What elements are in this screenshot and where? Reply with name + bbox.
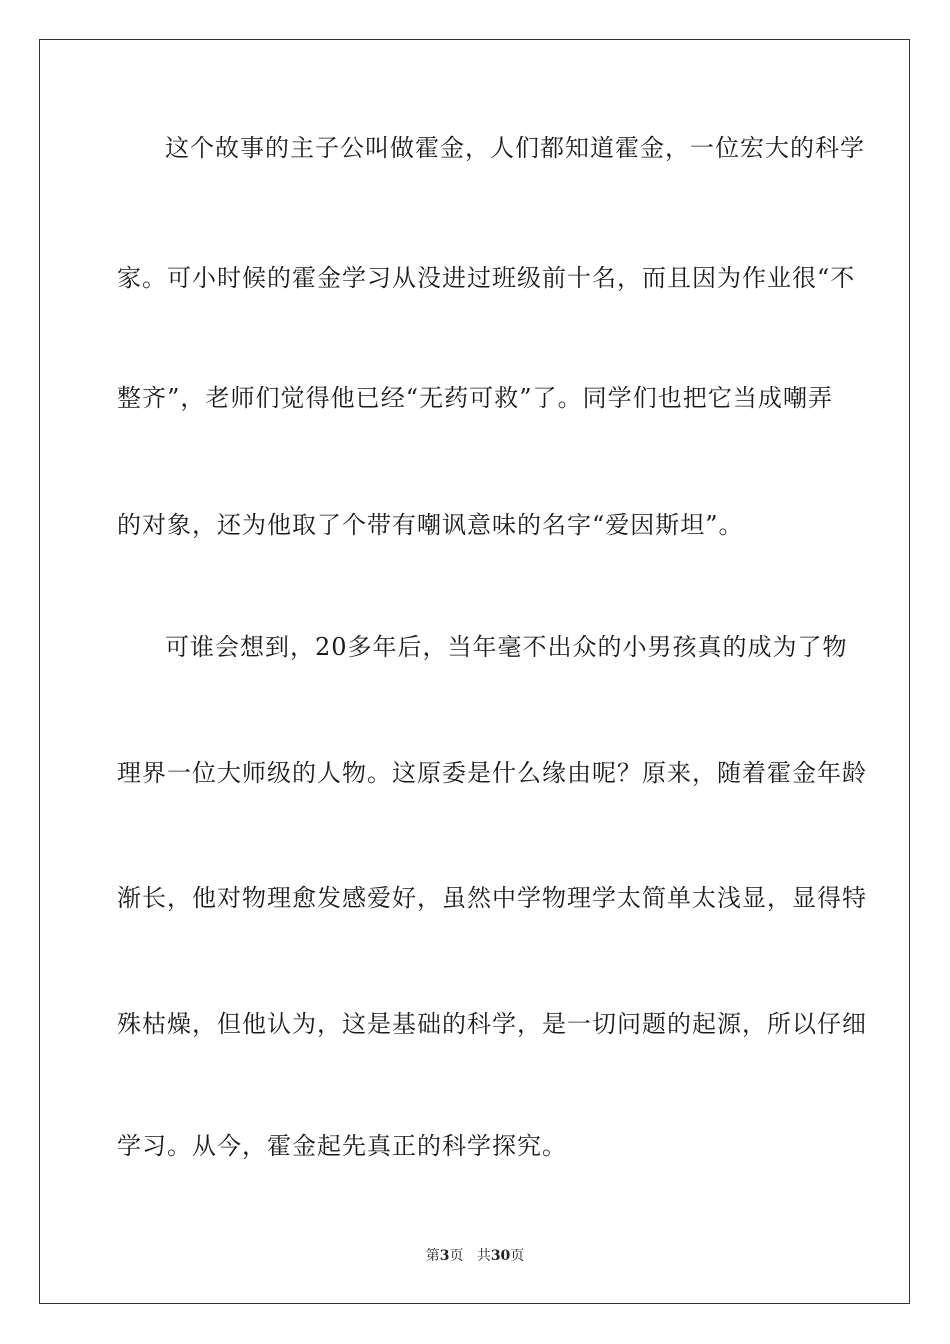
paragraph-2-line-4: 殊枯燥，但他认为，这是基础的科学，是一切问题的起源，所以仔细 <box>117 1010 867 1038</box>
paragraph-1-line-2: 家。可小时候的霍金学习从没进过班级前十名，而且因为作业很“不 <box>117 264 856 292</box>
total-suffix: 页 <box>510 1248 525 1264</box>
paragraph-2-line-3: 渐长，他对物理愈发感爱好，虽然中学物理学太简单太浅显，显得特 <box>117 884 867 912</box>
paragraph-1-line-4: 的对象，还为他取了个带有嘲讽意味的名字“爱因斯坦”。 <box>117 511 744 539</box>
total-prefix: 共 <box>476 1248 491 1264</box>
page-suffix: 页 <box>449 1248 464 1264</box>
paragraph-2-line-2: 理界一位大师级的人物。这原委是什么缘由呢？原来，随着霍金年龄 <box>117 759 867 787</box>
page-number: 3 <box>439 1248 450 1264</box>
paragraph-1-line-3: 整齐”，老师们觉得他已经“无药可救”了。同学们也把它当成嘲弄 <box>117 384 833 412</box>
page-border <box>39 39 910 1304</box>
paragraph-2-line-5: 学习。从今，霍金起先真正的科学探究。 <box>117 1132 567 1160</box>
total-pages: 30 <box>490 1248 511 1264</box>
page-prefix: 第 <box>425 1248 440 1264</box>
paragraph-1-line-1: 这个故事的主子公叫做霍金，人们都知道霍金，一位宏大的科学 <box>165 134 865 162</box>
page-footer <box>0 1247 950 1265</box>
paragraph-2-line-1: 可谁会想到，20多年后，当年毫不出众的小男孩真的成为了物 <box>165 633 848 661</box>
